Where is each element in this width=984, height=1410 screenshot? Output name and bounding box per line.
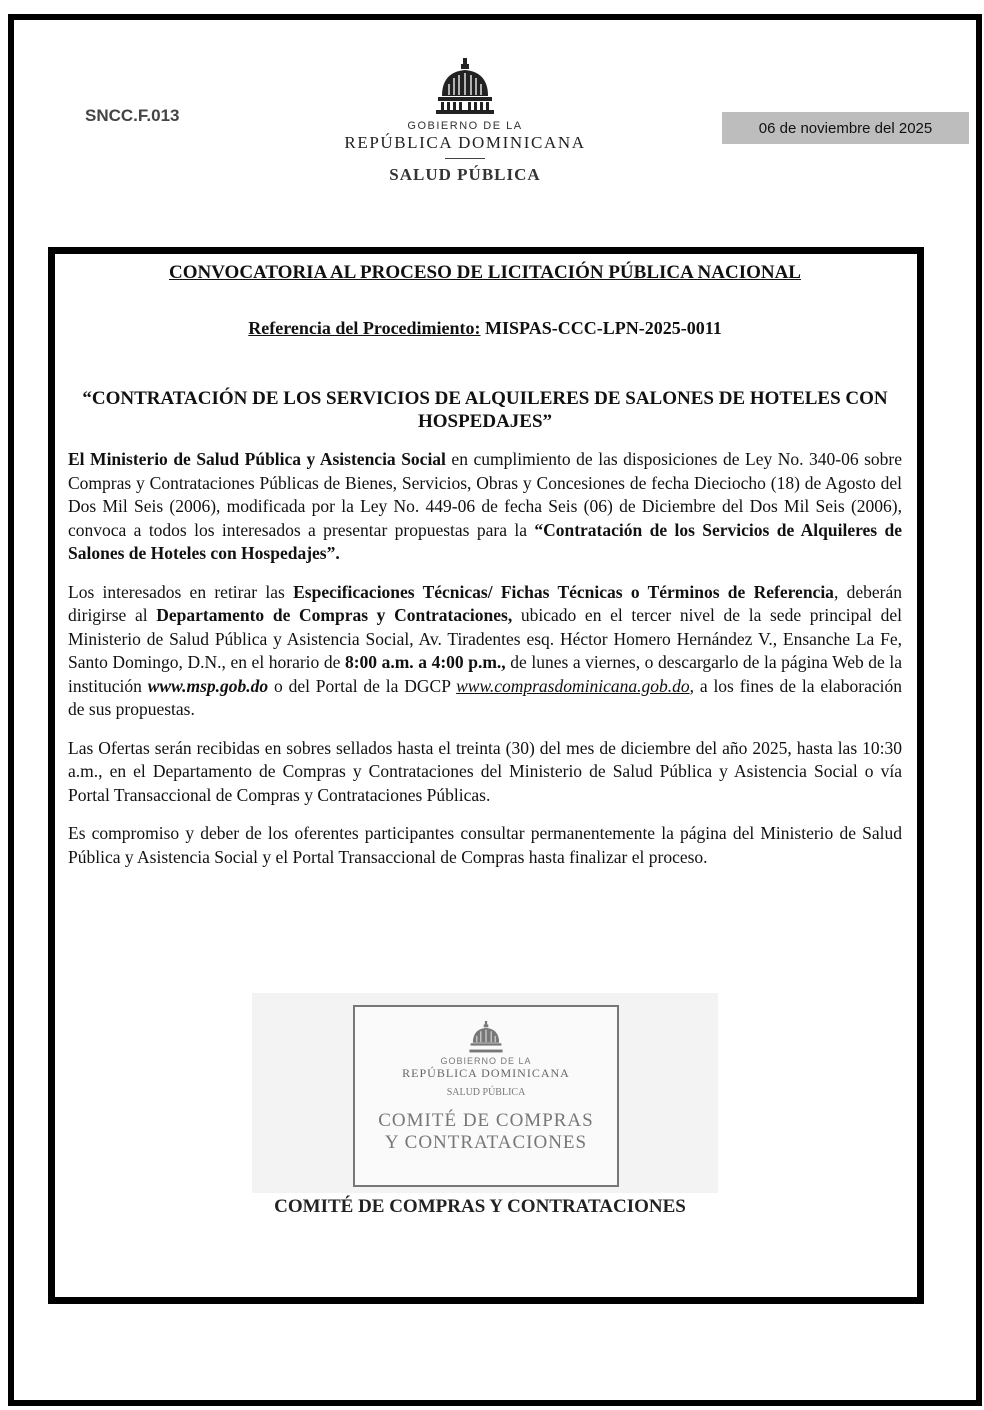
dgcp-portal-link[interactable]: www.comprasdominicana.gob.do — [456, 675, 690, 696]
stamp-committee — [355, 1110, 617, 1154]
procedure-title: “CONTRATACIÓN DE LOS SERVICIOS DE ALQUILERES DE SALONES DE HOTELES CON HOSPEDAJES” — [82, 388, 888, 432]
msp-website-link[interactable]: www.msp.gob.do — [147, 675, 269, 696]
p1-bold-start: El Ministerio de Salud Pública y Asistencia Social — [68, 449, 446, 469]
stamp-committee-line-2: Y CONTRATACIONES — [384, 1132, 588, 1153]
government-logo — [320, 58, 610, 198]
date-badge: 06 de noviembre del 2025 — [722, 112, 969, 144]
form-code: SNCC.F.013 — [85, 106, 180, 125]
stamp-committee-line-1: COMITÉ DE COMPRAS — [378, 1110, 594, 1131]
paragraph-1 — [68, 448, 902, 566]
logo-line-republica: REPÚBLICA DOMINICANA — [344, 133, 586, 152]
stamp-line-gobierno: GOBIERNO DE LA — [440, 1056, 532, 1066]
p1-text: en cumplimiento de las disposiciones de Ley No. 340-06 sobre Compras y Contrataciones Públicas de Bienes, Servicios, Obras y Concesiones de fecha Dieciocho (18) de Agosto del Dos Mil Seis (2006), modificada por la Ley No. 449-06 de fecha Seis (06) de Diciembre del Dos Mil Seis (2006), convoca a todos los interesados a presentar propuestas para la — [68, 449, 902, 540]
logo-divider — [445, 158, 485, 159]
paragraph-2 — [68, 581, 902, 722]
reference-label: Referencia del Procedimiento: — [248, 318, 481, 338]
paragraph-3: Las Ofertas serán recibidas en sobres sellados hasta el treinta (30) del mes de diciembre del año 2025, hasta las 10:30 a.m., en el Departamento de Compras y Contrataciones del Ministerio de Salud Pública y Asistencia Social o vía Portal Transaccional de Compras y Contrataciones Públicas. — [68, 737, 902, 805]
committee-signature: COMITÉ DE COMPRAS Y CONTRATACIONES — [274, 1196, 686, 1217]
p2-text-5: o del Portal de la DGCP — [268, 675, 457, 696]
document-body — [68, 262, 902, 869]
p2-bold-3: 8:00 a.m. a 4:00 p.m., — [344, 652, 506, 672]
stamp-line-salud: SALUD PÚBLICA — [446, 1087, 526, 1098]
reference-code: MISPAS-CCC-LPN-2025-0011 — [480, 318, 722, 338]
p2-text-2: , deberán dirigirse al — [68, 581, 902, 625]
dome-icon — [434, 58, 496, 114]
dome-icon — [468, 1021, 504, 1053]
p2-text-3: ubicado en el tercer nivel de la sede principal del Ministerio de Salud Pública y Asistencia Social, Av. Tiradentes esq. Héctor Homero Hernández V., Ensanche La Fe, Santo Domingo, D.N., en el horario de — [68, 605, 902, 672]
p1-bold-end: “Contratación de los Servicios de Alquileres de Salones de Hoteles con Hospedajes”. — [68, 519, 902, 563]
procedure-reference — [68, 318, 902, 339]
p2-text-6: , a los fines de la elaboración de sus propuestas. — [68, 675, 902, 719]
document-title: CONVOCATORIA AL PROCESO DE LICITACIÓN PÚBLICA NACIONAL — [168, 262, 801, 283]
logo-line-salud: SALUD PÚBLICA — [389, 165, 541, 184]
committee-stamp — [353, 1005, 619, 1187]
p2-text-1: Los interesados en retirar las — [68, 581, 294, 602]
p2-bold-2: Departamento de Compras y Contrataciones, — [156, 605, 513, 625]
logo-line-gobierno: GOBIERNO DE LA — [407, 120, 523, 132]
stamp-line-republica: REPÚBLICA DOMINICANA — [402, 1066, 570, 1080]
p2-bold-1: Especificaciones Técnicas/ Fichas Técnicas o Términos de Referencia — [293, 581, 834, 602]
p2-text-4: de lunes a viernes, o descargarlo de la página Web de la institución — [68, 652, 903, 696]
paragraph-4: Es compromiso y deber de los oferentes participantes consultar permanentemente la página del Ministerio de Salud Pública y Asistencia Social y el Portal Transaccional de Compras hasta finalizar el proceso. — [68, 823, 902, 867]
